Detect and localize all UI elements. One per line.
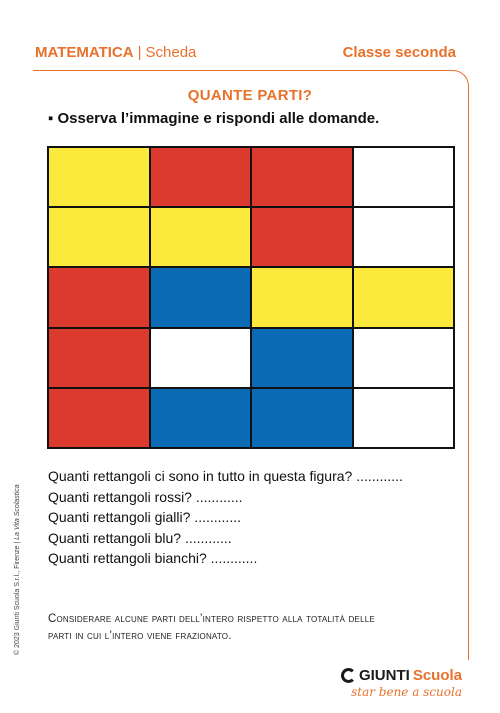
logo-brand: GIUNTI: [358, 667, 410, 684]
giunti-scuola-logo: [341, 667, 462, 699]
grid-cell-red: [49, 389, 149, 447]
grid-cell-blue: [252, 389, 352, 447]
grid-cell-white: [151, 329, 251, 387]
grid-cell-white: [354, 148, 454, 206]
question-white: Quanti rettangoli bianchi? ............: [48, 550, 258, 566]
question-blue: Quanti rettangoli blu? ............: [48, 529, 232, 546]
subject-label: MATEMATICA: [35, 44, 134, 61]
grid-cell-blue: [151, 268, 251, 326]
header-separator: |: [137, 44, 142, 61]
note-line-1: Considerare alcune parti dell’intero rispetto alla totalità delle: [48, 613, 375, 625]
grid-cell-blue: [151, 389, 251, 447]
colored-rectangles-grid: [47, 146, 455, 449]
publication-name: La Vita Scolastica: [14, 484, 21, 540]
grid-cell-yellow: [49, 148, 149, 206]
questions-list: [48, 466, 403, 569]
grid-cell-red: [49, 329, 149, 387]
copyright-text: © 2023 Giunti Scuola S.r.l., Firenze |: [14, 539, 21, 655]
note-line-2: parti in cui l’intero viene frazionato.: [48, 630, 232, 642]
grid-cell-yellow: [354, 268, 454, 326]
grid-cell-red: [49, 268, 149, 326]
grid-cell-white: [354, 329, 454, 387]
grid-cell-red: [252, 148, 352, 206]
section-label: Scheda: [145, 44, 197, 61]
grid-cell-white: [354, 208, 454, 266]
worksheet-title: QUANTE PARTI?: [187, 87, 313, 104]
question-red: Quanti rettangoli rossi? ............: [48, 488, 243, 505]
grid-cell-red: [252, 208, 352, 266]
grid-cell-yellow: [151, 208, 251, 266]
grade-label: Classe seconda: [342, 44, 456, 61]
grid-cell-white: [354, 389, 454, 447]
logo-wordmark: [341, 667, 462, 684]
logo-brand-scuola: Scuola: [412, 667, 462, 684]
header-subject-line: [35, 44, 196, 61]
g-logo-icon: [341, 668, 356, 683]
question-yellow: Quanti rettangoli gialli? ............: [48, 509, 241, 525]
grid-cell-red: [151, 148, 251, 206]
grid-cell-blue: [252, 329, 352, 387]
logo-tagline: star bene a scuola: [351, 685, 462, 699]
question-total: Quanti rettangoli ci sono in tutto in questa figura? ............: [48, 468, 403, 484]
instruction-text: ▪ Osserva l’immagine e rispondi alle domande.: [48, 110, 380, 127]
teacher-note: [48, 611, 448, 645]
grid-cell-yellow: [49, 208, 149, 266]
copyright-notice: [14, 484, 21, 655]
grid-cell-yellow: [252, 268, 352, 326]
